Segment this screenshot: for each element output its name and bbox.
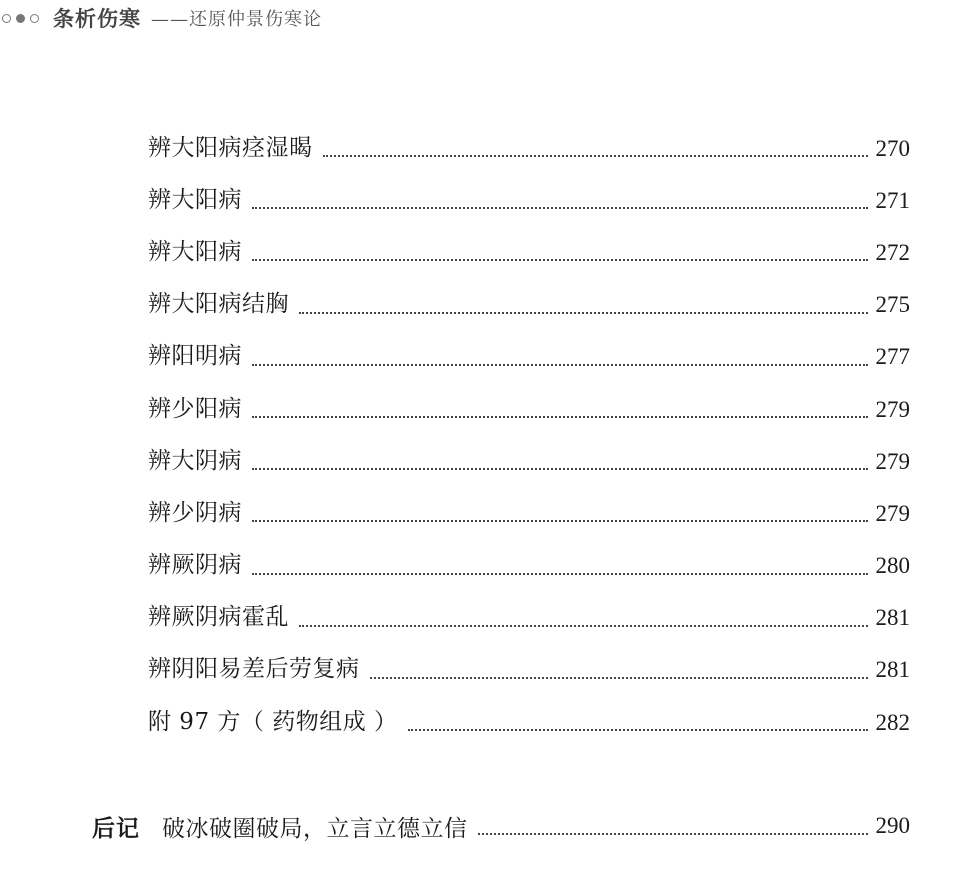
- toc-entry-page: 281: [875, 605, 910, 631]
- toc-entry-page: 279: [875, 500, 910, 526]
- toc-entry-page: 272: [875, 239, 910, 265]
- toc-entry-title: 辨大阳病: [148, 238, 242, 265]
- toc-entry: [148, 174, 910, 226]
- dot-leader: [252, 416, 868, 418]
- toc-entry-title: 辨少阳病: [148, 395, 242, 422]
- book-subtitle: ——还原仲景伤寒论: [151, 9, 322, 30]
- toc-entry: [148, 435, 910, 487]
- toc-entry-title: 辨厥阴病霍乱: [148, 604, 289, 631]
- afterword-title: 破冰破圈破局，立言立德立信: [162, 815, 468, 842]
- toc-entry-title: 辨大阴病: [148, 447, 242, 474]
- toc-entry-page: 281: [875, 657, 910, 683]
- toc-entry: [148, 644, 910, 696]
- toc-entry-title: 辨大阳病结胸: [148, 291, 289, 318]
- toc-entry: [148, 383, 910, 435]
- dot-leader: [370, 677, 868, 679]
- toc-entry-page: 277: [875, 344, 910, 370]
- toc-entry-page: 270: [875, 135, 910, 161]
- toc-entry-title: 辨大阳病: [148, 186, 242, 213]
- toc-entry: [148, 487, 910, 539]
- dot-leader: [252, 259, 868, 261]
- toc-entry: [148, 540, 910, 592]
- hollow-dot-icon: [2, 14, 11, 23]
- dot-leader: [252, 468, 868, 470]
- toc-entry-title: 附 97 方（ 药物组成 ）: [148, 708, 398, 735]
- toc-entry-title: 辨阳明病: [148, 343, 242, 370]
- afterword-entry: [92, 802, 910, 850]
- dot-leader: [252, 573, 868, 575]
- running-header: [0, 4, 322, 32]
- toc-entry-page: 279: [875, 448, 910, 474]
- table-of-contents: [148, 122, 910, 748]
- toc-entry-page: 271: [875, 187, 910, 213]
- afterword-page: 290: [875, 813, 910, 838]
- dot-leader: [408, 729, 868, 731]
- toc-entry-title: 辨阴阳易差后劳复病: [148, 656, 360, 683]
- dot-leader: [252, 207, 868, 209]
- hollow-dot-icon: [30, 14, 39, 23]
- toc-entry: [148, 592, 910, 644]
- dot-leader: [299, 625, 868, 627]
- toc-entry: [148, 331, 910, 383]
- toc-entry-page: 280: [875, 553, 910, 579]
- toc-entry-title: 辨少阴病: [148, 499, 242, 526]
- afterword-label: 后记: [92, 815, 140, 842]
- toc-entry-page: 275: [875, 292, 910, 318]
- header-dots-decoration: [2, 14, 39, 23]
- toc-entry-page: 282: [875, 709, 910, 735]
- dot-leader: [252, 520, 868, 522]
- toc-entry: [148, 122, 910, 174]
- dot-leader: [299, 312, 868, 314]
- dot-leader: [323, 155, 868, 157]
- toc-entry-title: 辨厥阴病: [148, 552, 242, 579]
- dot-leader: [252, 364, 868, 366]
- toc-entry: [148, 696, 910, 748]
- book-title: 条析伤寒: [53, 7, 141, 31]
- toc-entry-page: 279: [875, 396, 910, 422]
- toc-entry-title: 辨大阳病痉湿暍: [148, 134, 313, 161]
- toc-entry: [148, 226, 910, 278]
- filled-dot-icon: [16, 14, 25, 23]
- toc-entry: [148, 279, 910, 331]
- dot-leader: [478, 833, 868, 835]
